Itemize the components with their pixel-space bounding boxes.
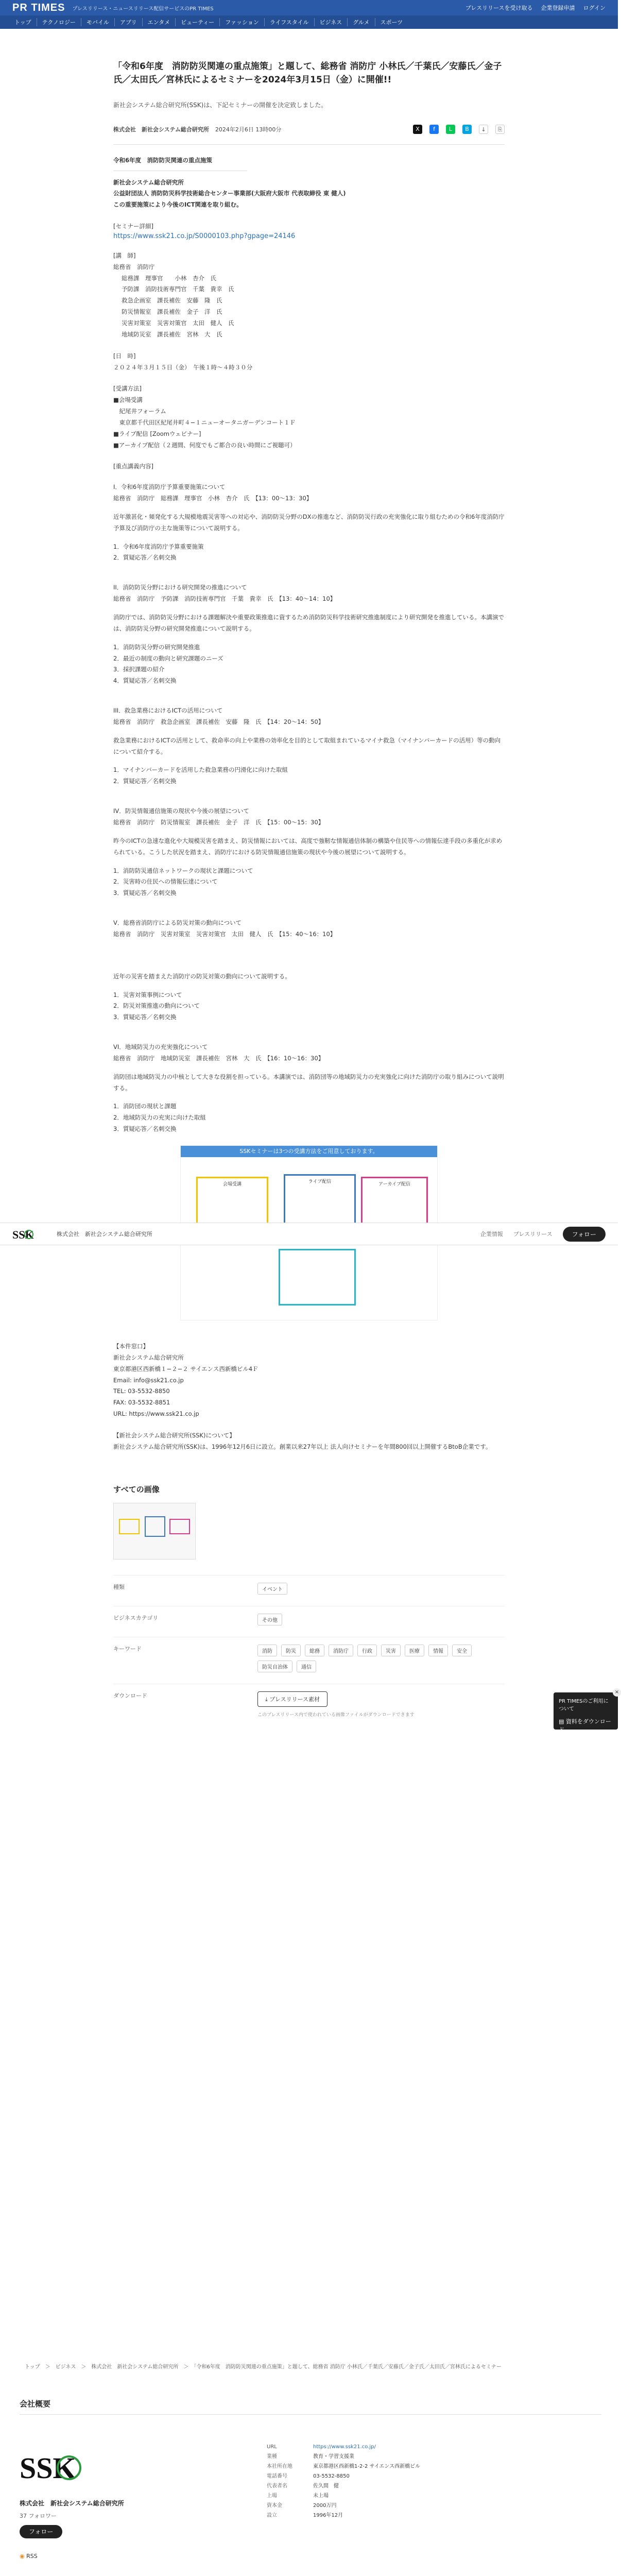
keyword-tag[interactable]: 防災自治体	[257, 1660, 292, 1672]
svg-text:SSK: SSK	[12, 1228, 34, 1241]
seminar-url-link[interactable]: https://www.ssk21.co.jp/S0000103.php?gpage=24146	[113, 232, 296, 240]
download-button-label: プレスリリース素材	[269, 1696, 320, 1703]
company-link[interactable]: 株式会社 新社会システム総合研究所	[113, 126, 209, 133]
facebook-share-icon[interactable]: f	[429, 125, 439, 134]
header-links	[465, 4, 606, 12]
keyword-tags	[257, 1637, 505, 1684]
topic-point: 2．質疑応答／名刺交換	[113, 777, 177, 785]
info-key: キーワード	[113, 1637, 257, 1684]
contact-block	[113, 1341, 505, 1420]
topic-point: 3．採択課題の紹介	[113, 666, 165, 673]
rss-label: RSS	[26, 2553, 38, 2560]
contact-line: TEL: 03-5532-8850	[113, 1387, 170, 1395]
divider	[20, 2414, 601, 2415]
venue-method-label: 会場受講	[222, 1182, 242, 1187]
images-title: すべての画像	[113, 1484, 160, 1494]
image-thumbnail[interactable]	[113, 1503, 196, 1560]
category-lifestyle[interactable]: ライフスタイル	[265, 18, 315, 26]
article-meta	[113, 125, 505, 134]
topic-description: 昨今のICTの急速な進化や大規模災害を踏まえ、防災情報においては、高度で強靭な情報通信体制の構築や住民等への情報伝達手段の多重化が求められている。こうした状況を踏まえ、消防庁における防災情報通信施策の現状や今後の展望について説明する。	[113, 837, 503, 856]
breadcrumb[interactable]: トップ ＞ ビジネス ＞ 株式会社 新社会システム総合研究所 ＞ 「令和6年度 消防防災関連の重点施策」と題して、総務省 消防庁 小林氏／千葉氏／安藤氏／金子氏／太田氏／宮林氏によるセミナー	[25, 2364, 502, 2370]
keyword-tag[interactable]: 防災	[281, 1645, 301, 1656]
category-entertainment[interactable]: エンタメ	[143, 18, 176, 26]
topic-point: 1．災害対策事例について	[113, 991, 182, 998]
download-icon[interactable]: ↓	[479, 125, 488, 134]
topic-speaker: 総務省 消防庁 救急企画室 課長補佐 安藤 隆 氏 【14：20〜14：50】	[113, 718, 324, 725]
hatena-share-icon[interactable]: B	[462, 125, 472, 134]
sticky-company-bar	[0, 1223, 618, 1245]
document-icon: ▤	[559, 1718, 566, 1725]
type-tag[interactable]: イベント	[257, 1583, 287, 1595]
contact-url[interactable]: URL: https://www.ssk21.co.jp	[113, 1410, 199, 1418]
close-icon[interactable]: ×	[613, 1688, 621, 1697]
info-label: 本社所在地	[267, 2464, 292, 2469]
press-material-download-button[interactable]	[257, 1691, 327, 1707]
sticky-press-release-link[interactable]: プレスリリース	[513, 1231, 553, 1238]
topic-point: 1．消防防災通信ネットワークの現状と課題について	[113, 867, 253, 874]
top-bar	[0, 0, 618, 15]
body-line: 公益財団法人 消防防災科学技術総合センター事業部(大阪府大阪市 代表取締役 東 健人)	[113, 190, 346, 197]
category-business[interactable]: ビジネス	[315, 18, 348, 26]
rss-icon: ◉	[20, 2553, 27, 2560]
ssk-logo-icon	[12, 1226, 32, 1242]
keyword-tag[interactable]: 総務	[305, 1645, 324, 1656]
body-heading: 令和6年度 消防防災関連の重点施策	[113, 156, 212, 164]
topic	[113, 582, 505, 687]
login-link[interactable]: ログイン	[583, 5, 606, 11]
topic-point: 2．最近の制度の動向と研究課題のニーズ	[113, 654, 223, 662]
topic-point: 1．マイナンバーカードを活用した救急業務の円滑化に向けた取組	[113, 766, 288, 774]
body-line: 新社会システム総合研究所	[113, 178, 184, 186]
article	[113, 29, 505, 1725]
popup-button-label: 資料をダウンロード	[559, 1718, 611, 1733]
topic-heading: VI．地域防災力の充実強化について	[113, 1043, 208, 1051]
sticky-follow-button[interactable]: フォロー	[563, 1227, 606, 1242]
x-share-icon[interactable]: X	[413, 125, 422, 134]
lecturer-line: 災害対策室 災害対策官 太田 健人 氏	[122, 319, 234, 327]
category-sports[interactable]: スポーツ	[380, 19, 403, 26]
topic	[113, 1042, 505, 1135]
topic-heading: V．総務省消防庁による防災対策の動向について	[113, 919, 242, 927]
profile-info	[267, 2442, 420, 2520]
topic-point: 3．質疑応答／名刺交換	[113, 1013, 177, 1021]
info-label: 設立	[267, 2513, 277, 2518]
info-value: 佐久間 健	[313, 2483, 339, 2489]
profile-title: 会社概要	[20, 2399, 51, 2409]
info-key: ビジネスカテゴリ	[113, 1606, 257, 1637]
category-beauty[interactable]: ビューティー	[176, 18, 220, 26]
contact-line: 新社会システム総合研究所	[113, 1353, 184, 1361]
topic-point: 3．質疑応答／名刺交換	[113, 1125, 177, 1133]
release-info-table	[113, 1575, 505, 1725]
topic-description: 消防庁では、消防防災分野における課題解決や重要政策推進に資するため消防防災科学技術研究推進制度により研究開発を推進している。本講演では、消防防災分野の研究開発推進について説明する。	[113, 614, 504, 632]
topic-point: 3．質疑応答／名刺交換	[113, 889, 177, 897]
archive-pc-box	[279, 1249, 356, 1306]
lecturer-line: 予防課 消防技術専門官 千葉 貴幸 氏	[122, 285, 234, 293]
venue-line: ■アーカイブ配信（２週間、何度でもご都合の良い時間にご視聴可）	[113, 441, 296, 449]
link-copy-icon[interactable]: ⎘	[495, 125, 505, 134]
body-line: この重要施策により今後のICT関連を取り組む。	[113, 201, 243, 209]
topic-speaker: 総務省 消防庁 地域防災室 課長補佐 宮林 大 氏 【16：10〜16：30】	[113, 1054, 324, 1062]
company-register-link[interactable]: 企業登録申請	[541, 5, 575, 11]
profile-follow-button[interactable]: フォロー	[20, 2525, 62, 2538]
venue-line: ■会場受講	[113, 396, 143, 404]
info-label: URL	[267, 2444, 277, 2450]
category-gourmet[interactable]: グルメ	[348, 18, 375, 26]
article-lead: 新社会システム総合研究所(SSK)は、下記セミナーの開催を決定致しました。	[113, 101, 327, 109]
line-share-icon[interactable]: L	[446, 125, 455, 134]
category-fashion[interactable]: ファッション	[220, 18, 265, 26]
topic-heading: II．消防防災分野における研究開発の推進について	[113, 584, 247, 591]
info-value: 2000万円	[313, 2503, 337, 2509]
tagline: プレスリリース・ニュースリリース配信サービスのPR TIMES	[72, 6, 214, 12]
download-label: ダウンロード	[113, 1684, 257, 1725]
topic-point: 4．質疑応答／名刺交換	[113, 677, 177, 685]
topic	[113, 806, 505, 899]
download-note: このプレスリリース内で使われている画像ファイルがダウンロードできます	[257, 1712, 415, 1718]
keyword-tag[interactable]: 行政	[357, 1645, 377, 1656]
thumb-mark	[119, 1519, 140, 1534]
divider	[113, 144, 505, 145]
sticky-company-name[interactable]: 株式会社 新社会システム総合研究所	[57, 1231, 152, 1238]
venue-line: 東京都千代田区紀尾井町４−１ニューオータニガーデンコート１Ｆ	[113, 418, 296, 426]
keyword-tag[interactable]: 医療	[405, 1645, 424, 1656]
seminar-datetime: ２０２４年３月１５日（金） 午後１時〜４時３０分	[113, 363, 253, 371]
category-technology[interactable]: テクノロジー	[37, 18, 81, 26]
lecturer-line: 総務課 理事官 小林 杏介 氏	[122, 274, 216, 282]
publish-date: 2024年2月6日 13時00分	[215, 126, 282, 133]
profile-followers: 37 フォロワー	[20, 2513, 57, 2519]
info-value: 東京都港区西新橋1-2-2 サイエンス西新橋ビル	[313, 2464, 421, 2469]
topic	[113, 918, 505, 1023]
venue-line: ■ライブ配信 [Zoomウェビナー]	[113, 430, 201, 437]
popup-text: PR TIMESのご利用について	[559, 1699, 609, 1712]
lecturer-line: 救急企画室 課長補佐 安藤 隆 氏	[122, 297, 222, 304]
topic	[113, 482, 505, 564]
images-section	[113, 1484, 505, 1560]
info-label: 電話番号	[267, 2473, 287, 2479]
topic-point: 2．災害時の住民への情報伝達について	[113, 878, 218, 886]
info-value: 1996年12月	[313, 2513, 343, 2518]
article-title: 「令和6年度 消防防災関連の重点施策」と題して、総務省 消防庁 小林氏／千葉氏／安藤氏／金子氏／太田氏／宮林氏によるセミナーを2024年3月15日（金）に開催!!	[113, 61, 502, 86]
topic-heading: III．救急業務におけるICTの活用について	[113, 707, 223, 715]
topic-point: 2．防災対策推進の動向について	[113, 1002, 200, 1010]
lecturer-line: 総務省 消防庁	[113, 263, 155, 270]
datetime-label: [日 時]	[113, 352, 136, 360]
article-body	[113, 155, 505, 1453]
category-top[interactable]: トップ	[9, 18, 37, 26]
figure-title: SSKセミナーは3つの受講方法をご用意しております。	[181, 1146, 437, 1157]
lecturers-list	[113, 250, 505, 341]
topic-speaker: 総務省 消防庁 防災情報室 課長補佐 金子 洋 氏 【15：00〜15：30】	[113, 818, 324, 826]
info-label: 上場	[267, 2493, 277, 2499]
info-value: 03-5532-8850	[313, 2473, 350, 2479]
info-label: 業種	[267, 2454, 277, 2460]
topic-description: 救急業務におけるICTの活用として、救命率の向上や業務の効率化を目的として取組まれているマイナ救急（マイナンバーカードの活用）等の動向について紹介する。	[113, 736, 501, 755]
live-method-label: ライブ配信	[308, 1179, 332, 1184]
about-heading: 【新社会システム総合研究所(SSK)について】	[113, 1431, 235, 1439]
popup-download-button[interactable]	[559, 1717, 613, 1734]
seminar-label: [セミナー詳細]	[113, 223, 153, 230]
about-text: 新社会システム総合研究所(SSK)は、1996年12月6日に設立。創業以来27年以上 法人向けセミナーを年間800回以上開催するBtoB企業です。	[113, 1443, 492, 1450]
info-value: 未上場	[313, 2493, 329, 2499]
topic-speaker: 総務省 消防庁 予防課 消防技術専門官 千葉 貴幸 氏 【13：40〜14：10】	[113, 595, 336, 603]
contact-line: FAX: 03-5532-8851	[113, 1399, 170, 1406]
contact-line: 東京都港区西新橋１−２−２ サイエンス西新橋ビル4Ｆ	[113, 1365, 258, 1372]
topic-point: 1．消防防災分野の研究開発推進	[113, 643, 200, 651]
topic-point: 1．消防団の現状と課題	[113, 1103, 177, 1110]
category-tag[interactable]: その他	[257, 1614, 282, 1625]
venue-line: 紀尾井フォーラム	[113, 408, 166, 415]
topic-point: 2．質疑応答／名刺交換	[113, 554, 177, 562]
sticky-company-info-link[interactable]: 企業情報	[480, 1231, 503, 1238]
venue-label: [受講方法]	[113, 385, 142, 393]
archive-method-label: アーカイブ配信	[378, 1182, 410, 1187]
receive-releases-link[interactable]: プレスリリースを受け取る	[465, 5, 533, 11]
topic-point: 1．令和6年度消防庁予算重要施策	[113, 543, 204, 550]
venue-list	[113, 383, 505, 451]
download-popup	[554, 1689, 619, 1733]
lecturer-line: 地域防災室 課長補佐 宮林 大 氏	[122, 330, 222, 338]
info-value: 教育・学習支援業	[313, 2454, 354, 2460]
topic-point: 2．地域防災力の充実に向けた取組	[113, 1114, 206, 1122]
lecturers-label: [講 師]	[113, 251, 136, 259]
category-app[interactable]: アプリ	[115, 18, 143, 26]
agenda-label: [重点講義内容]	[113, 463, 153, 470]
topic-heading: IV．防災情報通信施策の現状や今後の展望について	[113, 807, 250, 815]
topic-heading: I．令和6年度消防庁予算重要施策について	[113, 483, 226, 491]
ssk-company-logo	[20, 2442, 81, 2494]
profile-company-name: 株式会社 新社会システム総合研究所	[20, 2500, 124, 2507]
info-key: 種類	[113, 1575, 257, 1606]
keyword-tag[interactable]: 情報	[428, 1645, 448, 1656]
lecturer-line: 防災情報室 課長補佐 金子 洋 氏	[122, 308, 222, 316]
topic-description: 消防団は地域防災力の中核として大きな役割を担っている。本講演では、消防団等の地域防災力の充実強化に向けた消防庁の取り組みについて説明する。	[113, 1073, 504, 1092]
download-icon: ⤓	[265, 1696, 270, 1703]
info-label: 代表者名	[267, 2483, 287, 2489]
keyword-tag[interactable]: 安全	[452, 1645, 472, 1656]
contact-line: Email: info@ssk21.co.jp	[113, 1376, 184, 1384]
thumb-mark	[169, 1519, 190, 1534]
contact-line: 【本件窓口】	[113, 1343, 149, 1350]
category-nav	[0, 15, 618, 29]
svg-text:SSK: SSK	[20, 2451, 76, 2485]
topic-description: 近年激甚化・頻発化する大規模地震災害等への対応や、消防防災分野のDXの推進など、消防防災行政の充実強化に取り組むための令和6年度消防庁予算及び消防庁の主な施策等について説明する。	[113, 513, 505, 532]
rss-link[interactable]	[20, 2553, 38, 2560]
topic-speaker: 総務省 消防庁 災害対策室 災害対策官 太田 健人 氏 【15：40〜16：10】	[113, 930, 336, 938]
topic-speaker: 総務省 消防庁 総務課 理事官 小林 杏介 氏 【13：00〜13：30】	[113, 495, 313, 502]
keyword-tag[interactable]: 通信	[297, 1660, 316, 1672]
company-profile	[20, 2398, 601, 2560]
topic	[113, 705, 505, 787]
pr-times-logo[interactable]: PR TIMES	[12, 2, 65, 13]
info-label: 資本金	[267, 2503, 282, 2509]
company-url-link[interactable]: https://www.ssk21.co.jp/	[313, 2444, 376, 2450]
keyword-tag[interactable]: 消防	[257, 1645, 277, 1656]
thumb-mark	[145, 1516, 165, 1537]
keyword-tag[interactable]: 消防庁	[329, 1645, 353, 1656]
share-buttons	[413, 125, 505, 134]
category-mobile[interactable]: モバイル	[81, 18, 115, 26]
topic-description: 近年の災害を踏まえた消防庁の防災対策の動向について説明する。	[113, 972, 291, 980]
keyword-tag[interactable]: 災害	[381, 1645, 401, 1656]
